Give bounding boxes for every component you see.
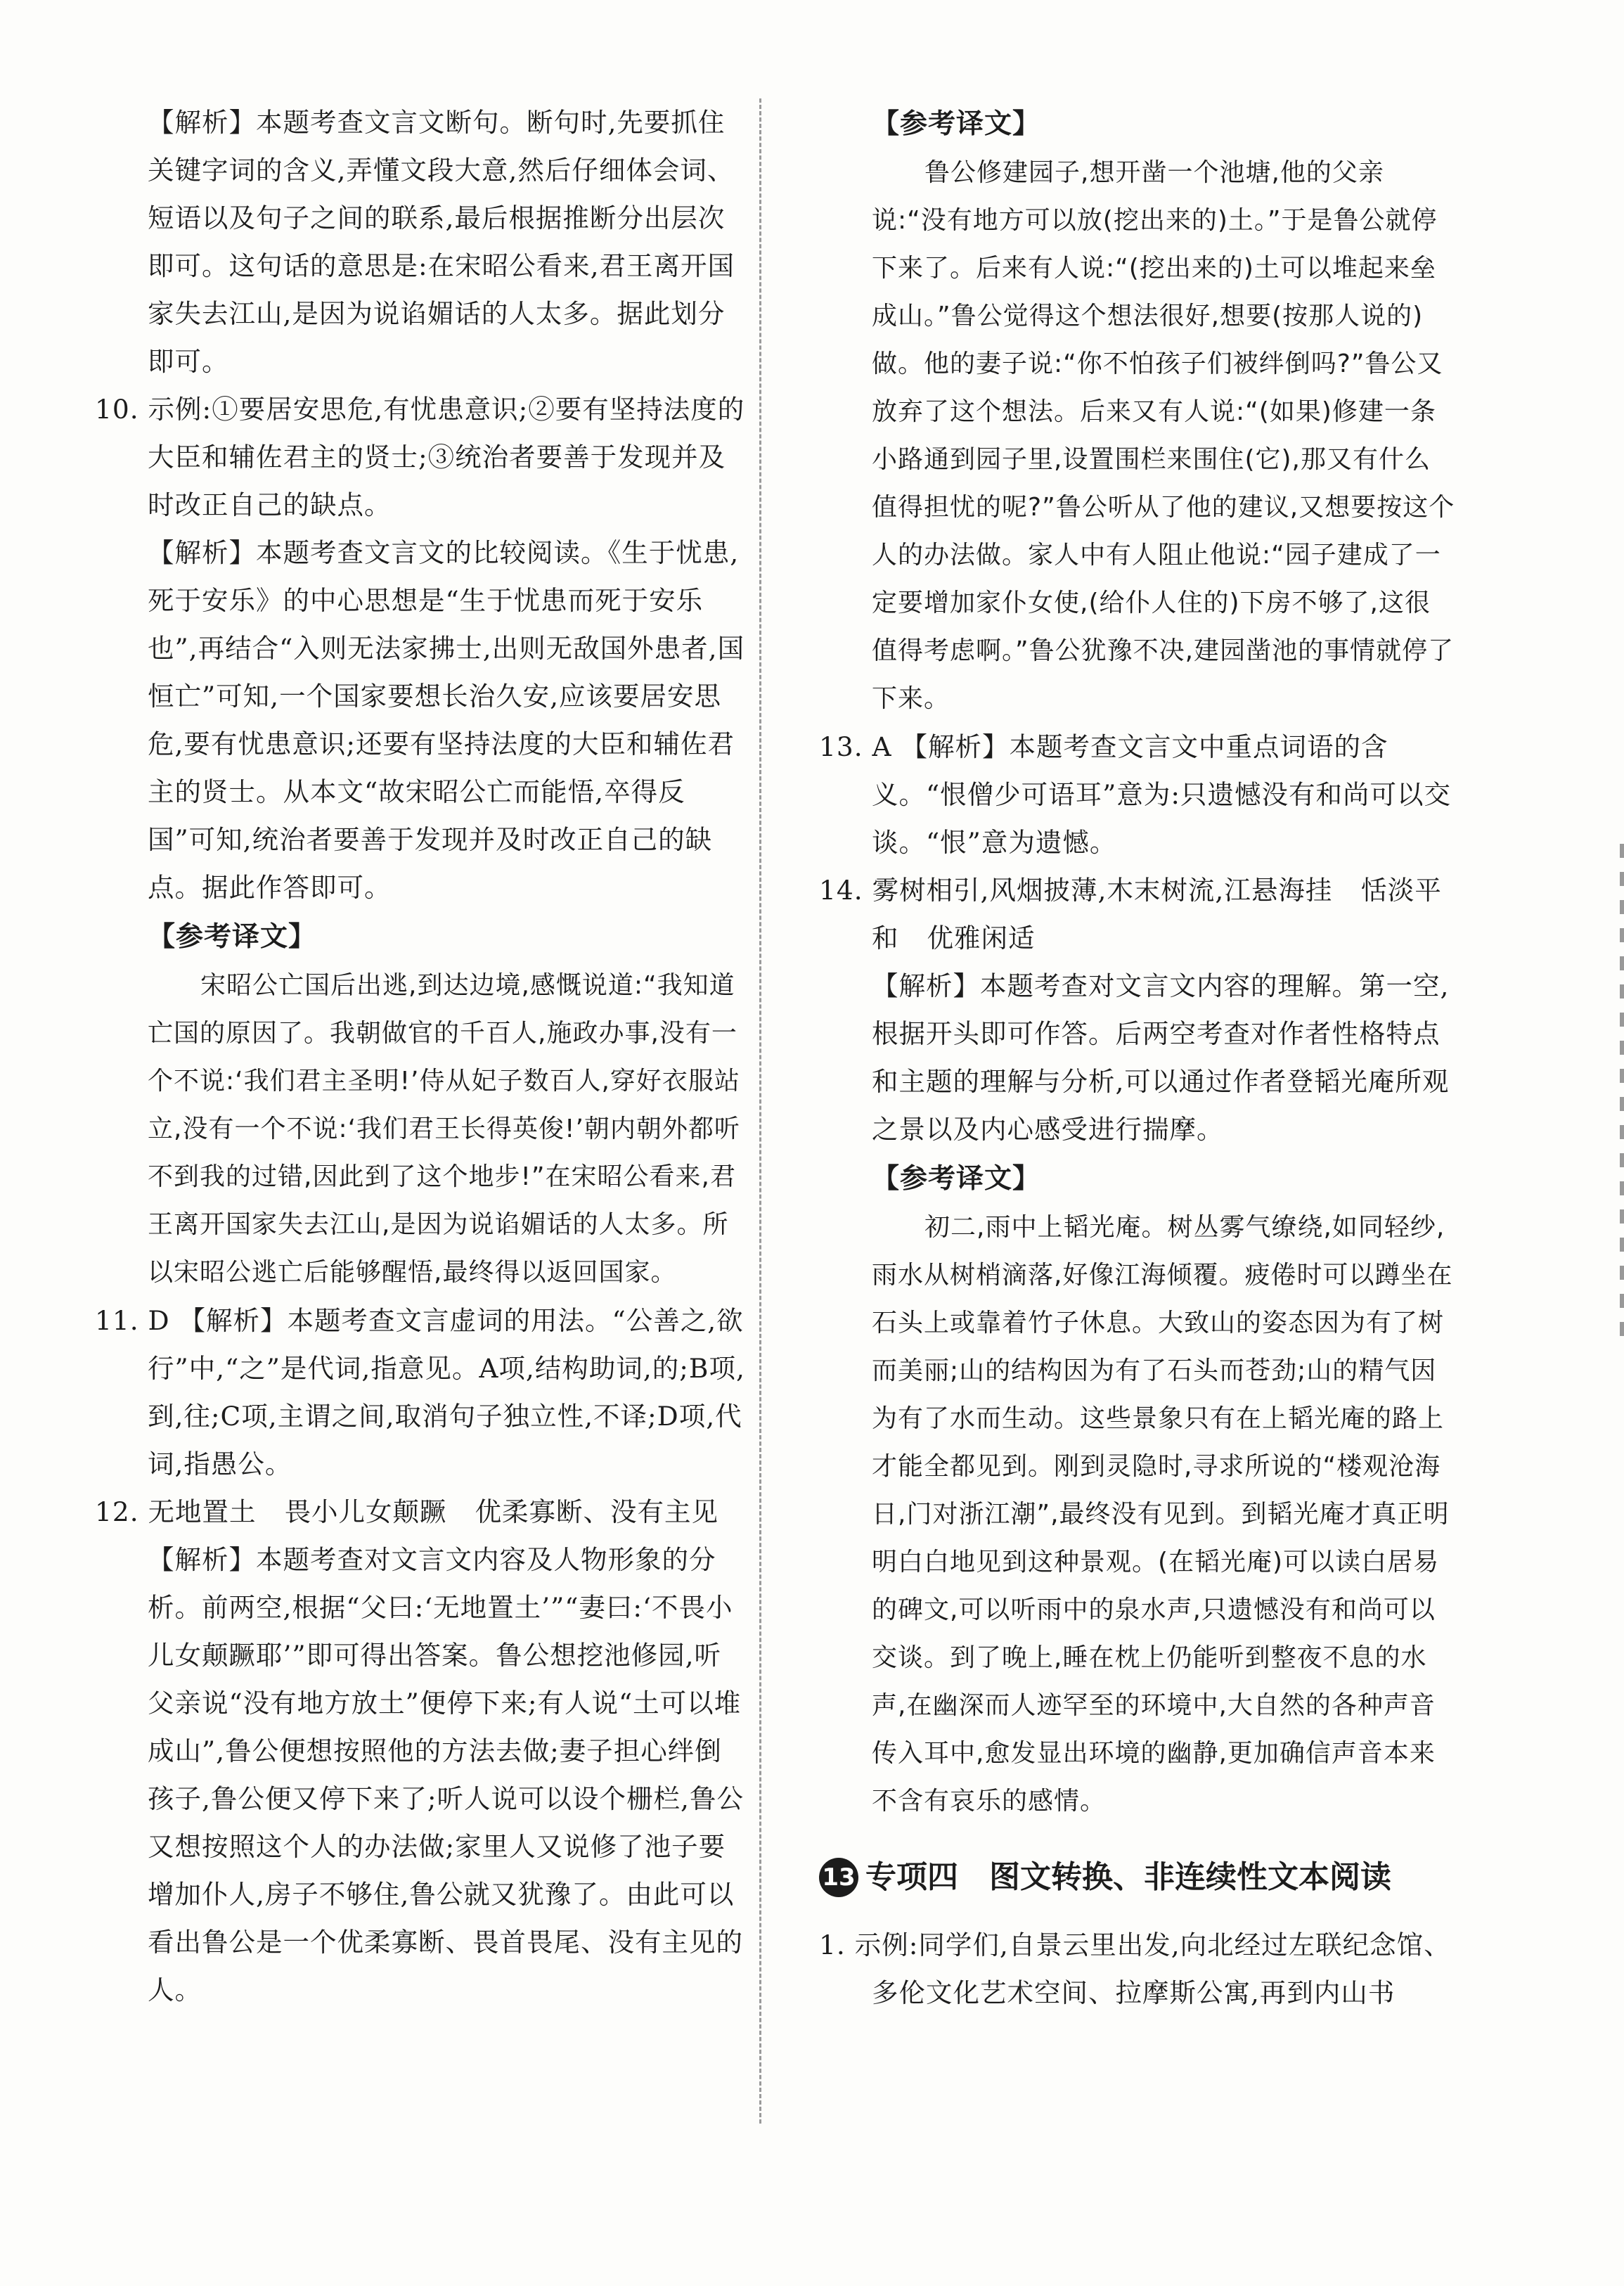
q12-answer [95, 1488, 745, 1536]
q12-answer-b: 畏小儿女颠蹶 [284, 1496, 447, 1527]
q13-answer: 13. A 【解析】本题考查文言文中重点词语的含义。“恨僧少可语耳”意为:只遗憾没有和尚可以交谈。“恨”意为遗憾。 [819, 731, 1451, 858]
q12-number: 12. [95, 1496, 139, 1527]
binding-edge-mark [1620, 844, 1624, 1336]
q9-analysis: 【解析】本题考查文言文断句。断句时,先要抓住关键字词的含义,弄懂文段大意,然后仔细体会词、短语以及句子之间的联系,最后根据推断分出层次即可。这句话的意思是:在宋昭公看来,君王离开国家失去江山,是因为说谄媚话的人太多。据此划分即可。 [148, 107, 735, 377]
q14-answer-c: 优雅闲适 [927, 923, 1036, 953]
section-number-badge: 13 [819, 1858, 858, 1897]
q14-answer-a: 雾树相引,风烟披薄,木末树流,江悬海挂 [872, 875, 1333, 906]
q12-answer-a: 无地置土 [148, 1496, 257, 1527]
q12-ref-translation [819, 149, 1455, 723]
q14-answer [819, 866, 1455, 962]
q12-ref-text: 鲁公修建园子,想开凿一个池塘,他的父亲说:“没有地方可以放(挖出来的)土。”于是鲁公就停下来了。后来有人说:“(挖出来的)土可以堆起来垒成山。”鲁公觉得这个想法很好,想要(按那人说的)做。他的妻子说:“你不怕孩子们被绊倒吗?”鲁公又放弃了这个想法。后来又有人说:“(如果)修建一条小路通到园子里,设置围栏来围住(它),那又有什么值得担忧的呢?”鲁公听从了他的建议,又想要按这个人的办法做。家人中有人阻止他说:“园子建成了一定要增加家仆女使,(给仆人住的)下房不够了,这很值得考虑啊。”鲁公犹豫不决,建园凿池的事情就停了下来。 [872, 158, 1455, 713]
q12-analysis: 【解析】本题考查对文言文内容及人物形象的分析。前两空,根据“父曰:‘无地置土’”“妻曰:‘不畏小儿女颠蹶耶’”即可得出答案。鲁公想挖池修园,听父亲说“没有地方放土”便停下来;有人说“土可以堆成山”,鲁公便想按照他的方法去做;妻子担心绊倒孩子,鲁公便又停下来了;听人说可以设个栅栏,鲁公又想按照这个人的办法做;家里人又说修了池子要增加仆人,房子不够住,鲁公就又犹豫了。由此可以看出鲁公是一个优柔寡断、畏首畏尾、没有主见的人。 [148, 1544, 744, 2005]
q12-answer-c: 优柔寡断、没有主见 [475, 1496, 719, 1527]
q14-answer-b: 恬淡平和 [872, 875, 1442, 953]
q14-analysis: 【解析】本题考查对文言文内容的理解。第一空,根据开头即可作答。后两空考查对作者性格特点和主题的理解与分析,可以通过作者登韬光庵所观之景以及内心感受进行揣摩。 [872, 970, 1450, 1145]
left-column [95, 98, 745, 2014]
q14-ref-text: 初二,雨中上韬光庵。树丛雾气缭绕,如同轻纱,雨水从树梢滴落,好像江海倾覆。疲倦时可以蹲坐在石头上或靠着竹子休息。大致山的姿态因为有了树而美丽;山的结构因为有了石头而苍劲;山的精气因为有了水而生动。这些景象只有在上韬光庵的路上才能全都见到。刚到灵隐时,寻求所说的“楼观沧海日,门对浙江潮”,最终没有见到。到韬光庵才真正明明白白地见到这种景观。(在韬光庵)可以读白居易的碑文,可以听雨中的泉水声,只遗憾没有和尚可以交谈。到了晚上,睡在枕上仍能听到整夜不息的水声,在幽深而人迹罕至的环境中,大自然的各种声音传入耳中,愈发显出环境的幽静,更加确信声音本来不含有哀乐的感情。 [872, 1213, 1453, 1816]
section4-q1-answer: 1. 示例:同学们,自景云里出发,向北经过左联纪念馆、多伦文化艺术空间、拉摩斯公寓,再到内山书 [819, 1929, 1451, 2008]
column-divider [759, 98, 761, 2124]
q14-number: 14. [819, 875, 863, 906]
q10-ref-heading: 【参考译文】 [148, 920, 317, 953]
section-title: 专项四 图文转换、非连续性文本阅读 [865, 1859, 1391, 1895]
section-heading [819, 1849, 1455, 1906]
q14-ref-translation [819, 1204, 1455, 1825]
q12-ref-heading: 【参考译文】 [872, 108, 1041, 140]
q10-ref-text: 宋昭公亡国后出逃,到达边境,感慨说道:“我知道亡国的原因了。我朝做官的千百人,施政办事,没有一个不说:‘我们君主圣明!’侍从妃子数百人,穿好衣服站立,没有一个不说:‘我们君王长得英俊!’朝内朝外都听不到我的过错,因此到了这个地步!”在宋昭公看来,君王离开国家失去江山,是因为说谄媚话的人太多。所以宋昭公逃亡后能够醒悟,最终得以返回国家。 [148, 971, 740, 1287]
q10-ref-translation [95, 962, 745, 1297]
q10-answer: 10. 示例:①要居安思危,有忧患意识;②要有坚持法度的大臣和辅佐君主的贤士;③统治者要善于发现并及时改正自己的缺点。 [95, 394, 745, 520]
q10-analysis: 【解析】本题考查文言文的比较阅读。《生于忧患,死于安乐》的中心思想是“生于忧患而死于安乐也”,再结合“入则无法家拂士,出则无敌国外患者,国恒亡”可知,一个国家要想长治久安,应该要居安思危,要有忧患意识;还要有坚持法度的大臣和辅佐君主的贤士。从本文“故宋昭公亡而能悟,卒得反国”可知,统治者要善于发现并及时改正自己的缺点。据此作答即可。 [148, 537, 745, 903]
right-column [819, 98, 1455, 2017]
q14-ref-heading: 【参考译文】 [872, 1162, 1041, 1195]
q11-answer: 11. D 【解析】本题考查文言虚词的用法。“公善之,欲行”中,“之”是代词,指意见。A项,结构助词,的;B项,到,往;C项,主谓之间,取消句子独立性,不译;D项,代词,指愚公。 [95, 1305, 745, 1479]
